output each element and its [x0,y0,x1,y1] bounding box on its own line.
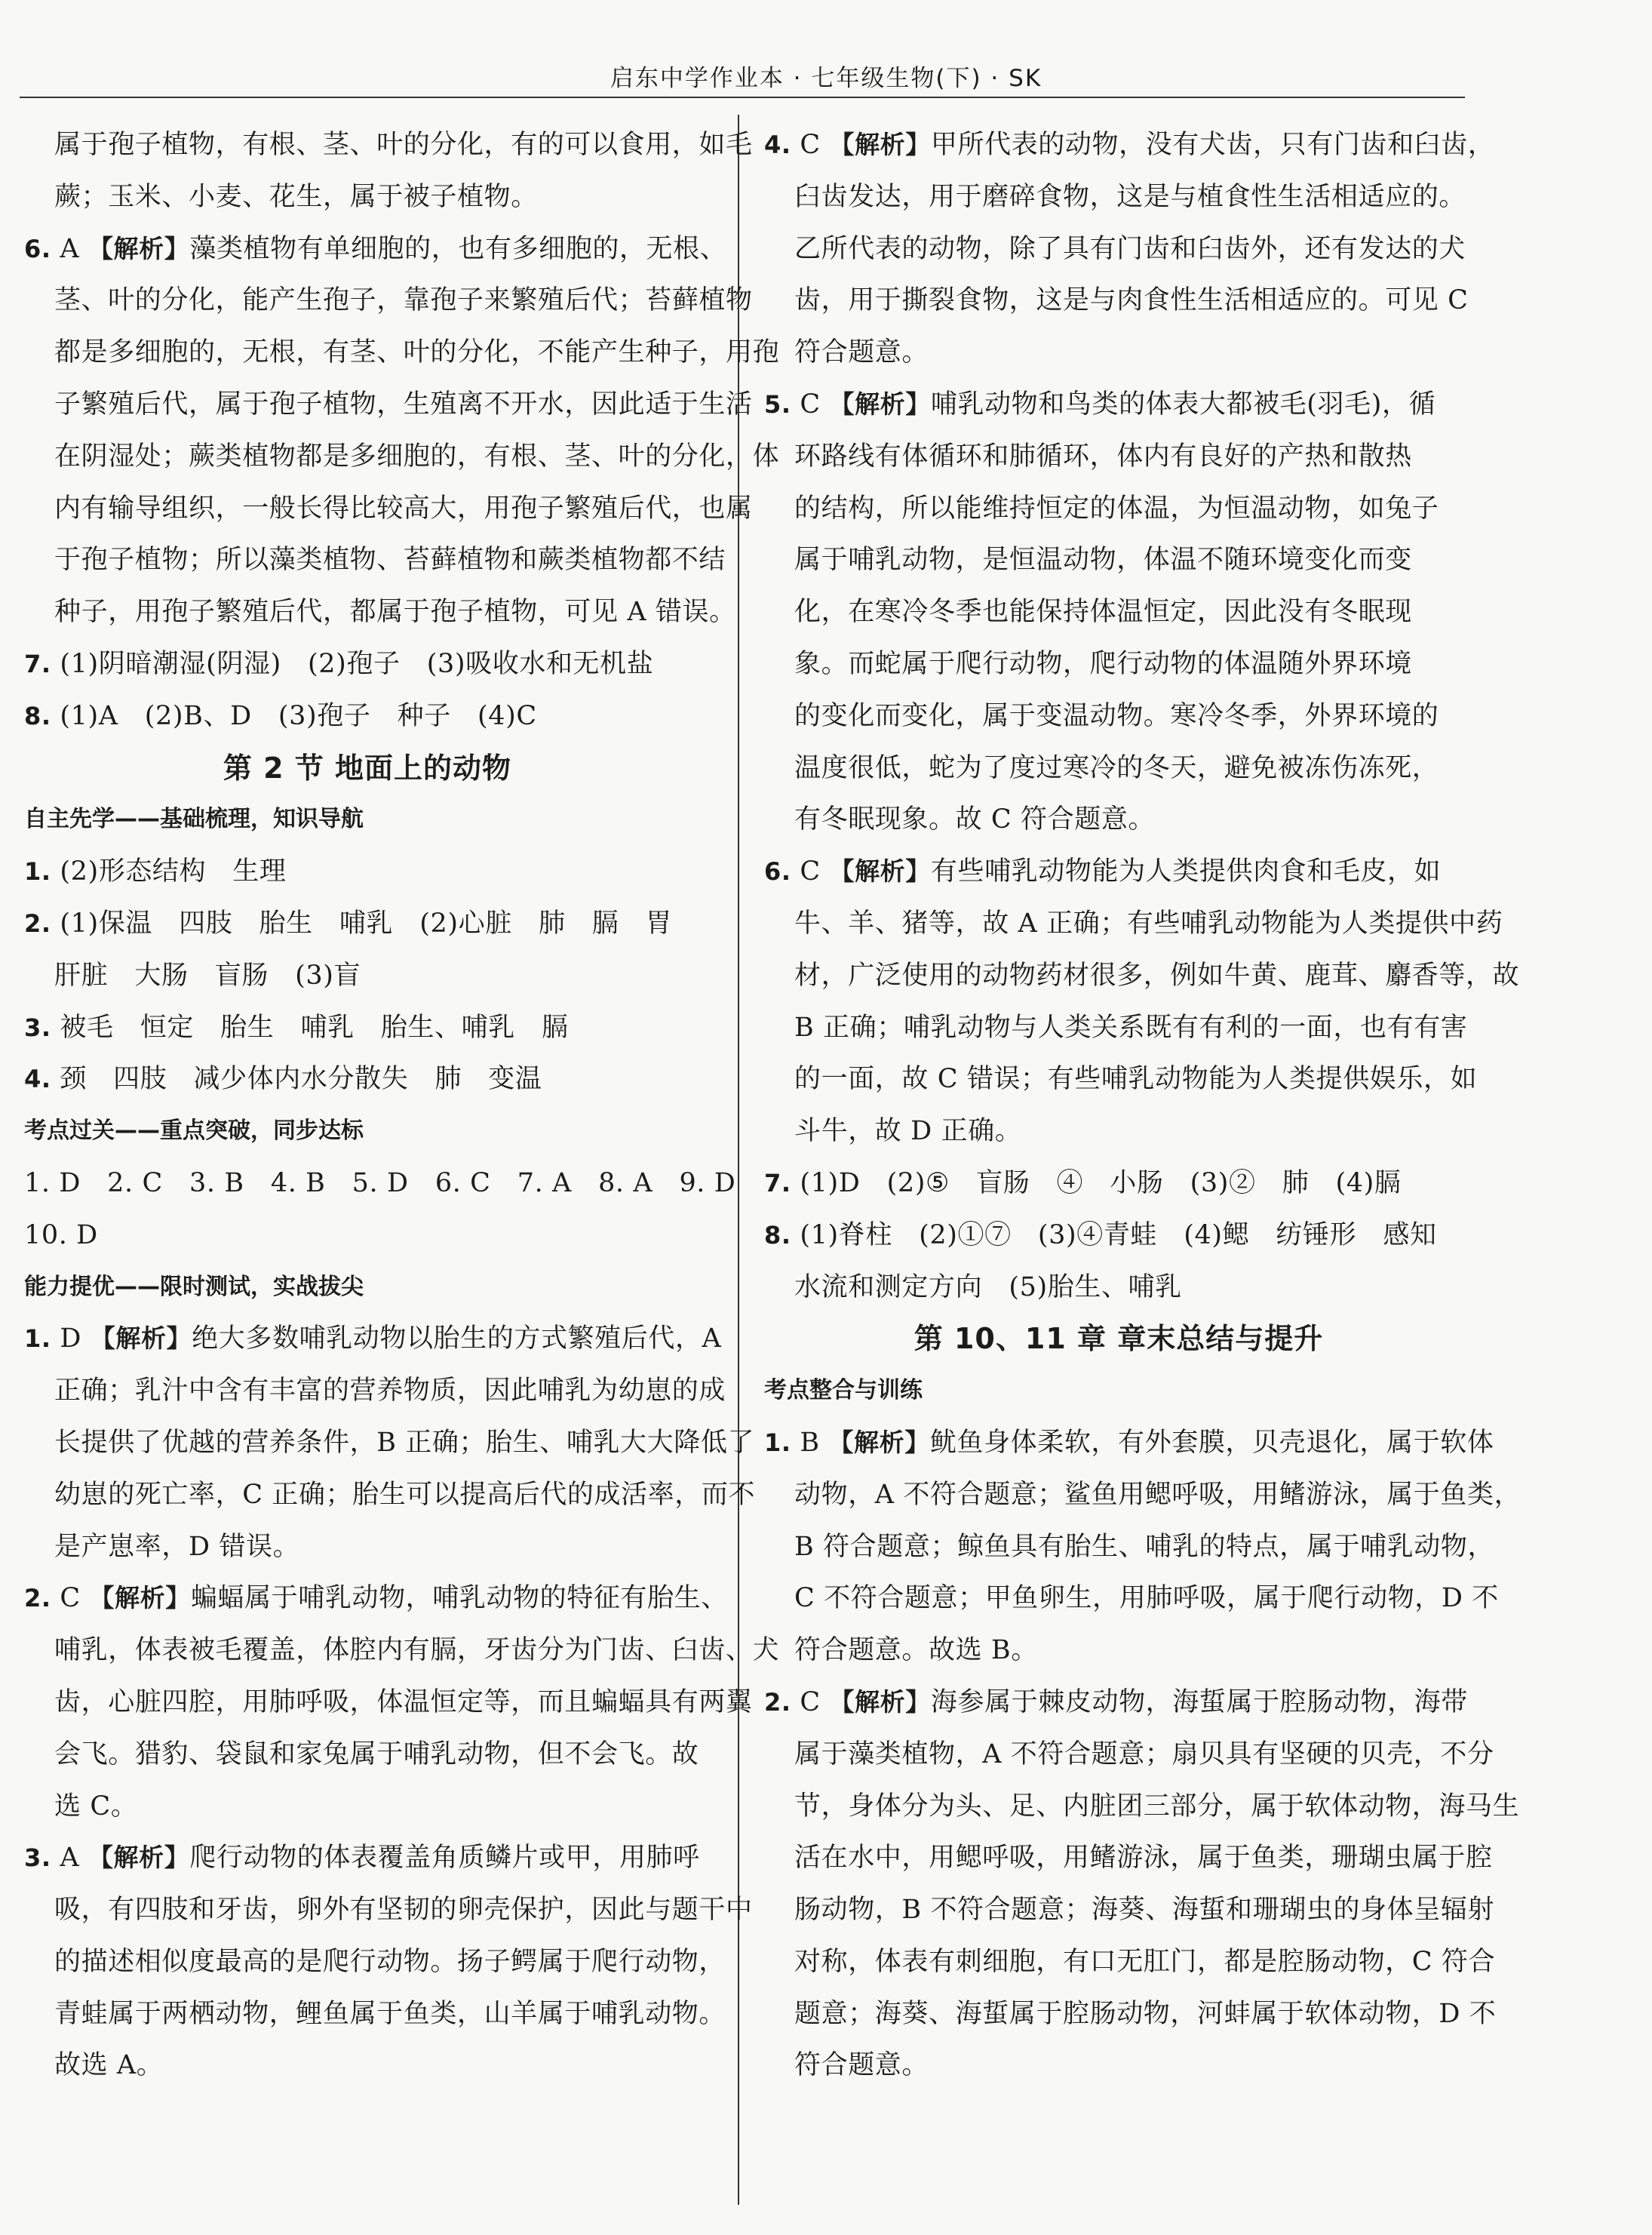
line-text: 环路线有体循环和肺循环，体内有良好的产热和散热 [794,441,1412,472]
line-text: B 正确；哺乳动物与人类关系既有有利的一面，也有有害 [794,1012,1468,1043]
item-number: 4. [24,1065,51,1094]
item-number: 8. [24,701,51,730]
item-number: 2. [764,1687,791,1717]
text-line [24,171,711,223]
item-number: 6. [24,234,51,263]
text-line [24,1365,726,1417]
line-text: 温度很低，蛇为了度过寒冷的冬天，避免被冻伤冻死， [794,752,1439,783]
item-number: 4. [764,131,791,159]
line-text: (1)A (2)B、D (3)孢子 种子 (4)C [51,700,537,731]
line-text: 齿，心脏四腔，用肺呼吸，体温恒定等，而且蝙蝠具有两翼 [54,1686,753,1717]
line-text: 10. D [24,1219,98,1250]
line-text: 吸，有四肢和牙齿，卵外有坚韧的卵壳保护，因此与题干中 [54,1895,753,1926]
text-line [24,327,780,379]
subsection-heading: 考点过关——重点突破，同步达标 [24,1118,364,1145]
text-line [24,1781,711,1833]
answer-item [24,1313,722,1365]
line-text: 符合题意。故选 B。 [794,1635,1038,1666]
line-text: 正确；乳汁中含有丰富的营养物质，因此哺乳为幼崽的成 [54,1376,726,1406]
line-text: (1)脊柱 (2)①⑦ (3)④青蛙 (4)鳃 纺锤形 感知 [791,1219,1437,1250]
text-line [24,1469,756,1521]
analysis-tag: 【解析】 [88,1843,190,1873]
answer-item [24,223,727,275]
line-text: 长提供了优越的营养条件，B 正确；胎生、哺乳大大降低了 [54,1427,755,1458]
text-line [764,638,1473,690]
line-text: 1. D 2. C 3. B 4. B 5. D 6. C 7. A 8. A 9. D [24,1167,736,1198]
text-line [764,1884,1495,1936]
item-number: 6. [764,857,791,887]
header-rule [20,97,1465,98]
line-text: 材，广泛使用的动物药材很多，例如牛黄、鹿茸、麝香等，故 [794,960,1520,991]
text-line [24,1729,711,1781]
text-line [24,1210,711,1262]
section-title: 第 10、11 章 章末总结与提升 [914,1322,1324,1356]
line-text: B 【解析】鱿鱼身体柔软，有外套膜，贝壳退化，属于软体 [791,1427,1494,1458]
line-text: 内有输导组织，一般长得比较高大，用孢子繁殖后代，也属 [54,493,753,524]
text-line [764,1781,1520,1833]
line-text: 会飞。猎豹、袋鼠和家兔属于哺乳动物，但不会飞。故 [54,1739,699,1769]
line-text: 属于藻类植物，A 不符合题意；扇贝具有坚硬的贝壳，不分 [794,1739,1494,1769]
line-text: 化，在寒冷冬季也能保持体温恒定，因此没有冬眠现 [794,597,1412,628]
text-line [24,1417,755,1469]
text-line [24,275,753,327]
text-line [764,586,1473,638]
text-line [764,1988,1497,2040]
text-line [24,1936,726,1988]
answer-item [764,379,1473,431]
line-text: C 【解析】海参属于棘皮动物，海蜇属于腔肠动物，海带 [791,1686,1468,1717]
line-text: B 符合题意；鲸鱼具有胎生、哺乳的特点，属于哺乳动物， [794,1531,1495,1562]
answer-item [24,1053,711,1105]
line-text: C 【解析】蝙蝠属于哺乳动物，哺乳动物的特征有胎生、 [51,1583,728,1614]
text-line [24,586,736,638]
text-line [764,690,1473,742]
line-text: (1)D (2)⑤ 盲肠 ④ 小肠 (3)② 肺 (4)膈 [791,1167,1402,1198]
line-text: 题意；海葵、海蜇属于腔肠动物，河蚌属于软体动物，D 不 [794,1998,1497,2029]
text-line [764,431,1473,483]
text-line [24,1157,736,1210]
line-text: A 【解析】爬行动物的体表覆盖角质鳞片或甲，用肺呼 [51,1843,700,1874]
line-text: 的变化而变化，属于变温动物。寒冷冬季，外界环境的 [794,700,1439,731]
line-text: 水流和测定方向 (5)胎生、哺乳 [794,1271,1182,1302]
item-number: 7. [764,1168,791,1197]
text-line [24,534,726,586]
analysis-tag: 【解析】 [89,1583,191,1613]
answer-item [764,1677,1473,1729]
text-line [764,1262,1473,1314]
text-line [764,534,1473,586]
text-line [764,1105,1473,1157]
answer-item [24,1572,728,1625]
text-line [24,431,780,483]
answer-item [764,1210,1473,1262]
text-line [764,275,1473,327]
analysis-tag: 【解析】 [829,130,931,159]
line-text: 齿，用于撕裂食物，这是与肉食性生活相适应的。可见 C [794,285,1469,316]
analysis-tag: 【解析】 [828,1427,930,1457]
line-text: 肝脏 大肠 盲肠 (3)盲 [54,960,361,991]
text-line [764,742,1473,795]
item-number: 1. [24,857,51,887]
line-text: C 【解析】有些哺乳动物能为人类提供肉食和毛皮，如 [791,856,1442,887]
text-line [764,1002,1473,1054]
subsection-heading: 考点整合与训练 [764,1377,923,1404]
text-line [764,898,1503,950]
line-text: 蕨；玉米、小麦、花生，属于被子植物。 [54,181,538,212]
item-number: 5. [764,389,791,419]
item-number: 7. [24,649,51,678]
analysis-tag: 【解析】 [90,1323,192,1354]
section-title: 第 2 节 地面上的动物 [223,751,512,785]
text-line [24,1625,780,1677]
text-line [764,2040,1473,2092]
line-text: 茎、叶的分化，能产生孢子，靠孢子来繁殖后代；苔藓植物 [54,285,753,316]
text-line [764,1053,1478,1105]
line-text: 被毛 恒定 胎生 哺乳 胎生、哺乳 膈 [51,1012,569,1043]
left-column [24,119,780,2092]
text-line [764,1572,1499,1625]
answer-item [24,1002,711,1054]
item-number: 3. [24,1843,51,1873]
line-text: C 【解析】甲所代表的动物，没有犬齿，只有门齿和臼齿， [791,130,1495,160]
text-line [764,1521,1495,1573]
line-text: 牛、羊、猪等，故 A 正确；有些哺乳动物能为人类提供中药 [794,908,1503,939]
item-number: 2. [24,1584,51,1613]
answer-item [764,1157,1473,1210]
text-line [764,483,1473,535]
text-line [24,2040,711,2092]
answer-item [24,690,711,742]
subsection-heading: 能力提优——限时测试，实战拔尖 [24,1273,364,1300]
answer-item [764,846,1473,898]
line-text: 都是多细胞的，无根，有茎、叶的分化，不能产生种子，用孢 [54,337,780,368]
line-text: 于孢子植物；所以藻类植物、苔藓植物和蕨类植物都不结 [54,545,726,576]
line-text: C 【解析】哺乳动物和鸟类的体表大都被毛(羽毛)，循 [791,389,1436,420]
line-text: 有冬眠现象。故 C 符合题意。 [794,804,1156,835]
line-text: 乙所代表的动物，除了具有门齿和臼齿外，还有发达的犬 [794,233,1466,264]
analysis-tag: 【解析】 [88,233,190,263]
text-line [24,1884,753,1936]
line-text: 节，身体分为头、足、内脏团三部分，属于软体动物，海马生 [794,1791,1520,1822]
line-text: (1)保温 四肢 胎生 哺乳 (2)心脏 肺 膈 胃 [51,908,673,939]
subsection-heading: 自主先学——基础梳理，知识导航 [24,806,364,833]
line-text: 故选 A。 [54,2050,164,2081]
text-line [764,327,1473,379]
line-text: 种子，用孢子繁殖后代，都属于孢子植物，可见 A 错误。 [54,597,736,628]
line-text: 属于孢子植物，有根、茎、叶的分化，有的可以食用，如毛 [54,130,753,160]
line-text: 活在水中，用鳃呼吸，用鳍游泳，属于鱼类，珊瑚虫属于腔 [794,1843,1493,1874]
line-text: 对称，体表有刺细胞，有口无肛门，都是腔肠动物，C 符合 [794,1946,1496,1977]
text-line [764,171,1473,223]
analysis-tag: 【解析】 [829,856,931,887]
text-line [764,950,1520,1002]
answer-item [764,1417,1494,1469]
item-number: 8. [764,1220,791,1250]
line-text: 的结构，所以能维持恒定的体温，为恒温动物，如兔子 [794,493,1439,524]
text-line [764,1729,1494,1781]
line-text: 颈 四肢 减少体内水分散失 肺 变温 [51,1064,542,1095]
line-text: 属于哺乳动物，是恒温动物，体温不随环境变化而变 [794,545,1412,576]
line-text: (1)阴暗潮湿(阴湿) (2)孢子 (3)吸收水和无机盐 [51,648,654,679]
line-text: 臼齿发达，用于磨碎食物，这是与植食性生活相适应的。 [794,181,1466,212]
page-header: 启东中学作业本 · 七年级生物(下) · SK [610,65,1042,92]
answer-item [24,846,711,898]
text-line [24,1521,711,1573]
analysis-tag: 【解析】 [829,389,931,419]
line-text: 斗牛，故 D 正确。 [794,1116,1022,1147]
line-text: 选 C。 [54,1791,138,1822]
item-number: 1. [24,1324,51,1354]
line-text: 的描述相似度最高的是爬行动物。扬子鳄属于爬行动物， [54,1946,726,1977]
line-text: 哺乳，体表被毛覆盖，体腔内有膈，牙齿分为门齿、臼齿、犬 [54,1635,780,1666]
analysis-tag: 【解析】 [829,1686,931,1717]
line-text: 子繁殖后代，属于孢子植物，生殖离不开水，因此适于生活 [54,389,753,420]
text-line [764,1832,1493,1884]
answer-item [764,119,1495,171]
item-number: 3. [24,1013,51,1042]
line-text: 符合题意。 [794,2050,929,2081]
text-line [24,483,753,535]
text-line [764,1936,1496,1988]
line-text: A 【解析】藻类植物有单细胞的，也有多细胞的，无根、 [51,233,727,264]
text-line [24,379,753,431]
text-line [764,223,1473,275]
text-line [24,950,711,1002]
text-line [24,119,753,171]
text-line [764,1469,1521,1521]
answer-item [24,638,711,690]
item-number: 1. [764,1428,791,1457]
line-text: 动物，A 不符合题意；鲨鱼用鳃呼吸，用鳍游泳，属于鱼类， [794,1479,1521,1510]
line-text: 象。而蛇属于爬行动物，爬行动物的体温随外界环境 [794,648,1412,679]
line-text: 青蛙属于两栖动物，鲤鱼属于鱼类，山羊属于哺乳动物。 [54,1998,726,2029]
text-line [24,1677,753,1729]
line-text: (2)形态结构 生理 [51,856,287,887]
line-text: 肠动物，B 不符合题意；海葵、海蜇和珊瑚虫的身体呈辐射 [794,1895,1495,1926]
line-text: 符合题意。 [794,337,929,368]
text-line [24,1988,726,2040]
right-column [764,119,1521,2092]
line-text: 是产崽率，D 错误。 [54,1531,300,1562]
line-text: 在阴湿处；蕨类植物都是多细胞的，有根、茎、叶的分化，体 [54,441,780,472]
text-line [764,1625,1473,1677]
line-text: C 不符合题意；甲鱼卵生，用肺呼吸，属于爬行动物，D 不 [794,1583,1499,1614]
line-text: 幼崽的死亡率，C 正确；胎生可以提高后代的成活率，而不 [54,1479,756,1510]
text-line [764,794,1473,846]
line-text: D 【解析】绝大多数哺乳动物以胎生的方式繁殖后代，A [51,1323,722,1354]
item-number: 2. [24,908,51,938]
answer-item [24,1832,711,1884]
line-text: 的一面，故 C 错误；有些哺乳动物能为人类提供娱乐，如 [794,1064,1478,1095]
answer-item [24,898,711,950]
